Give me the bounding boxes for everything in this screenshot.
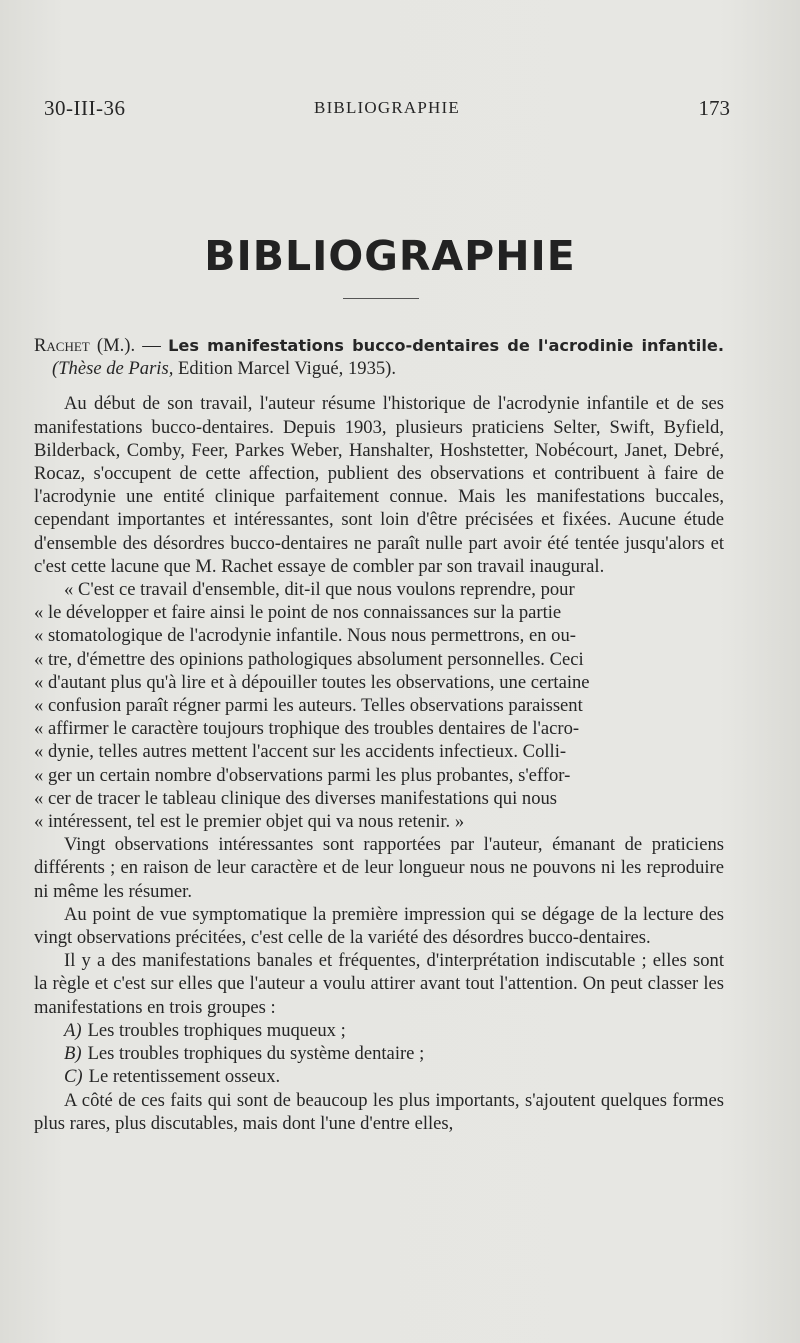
quote-line: « ger un certain nombre d'observations parmi les plus probantes, s'effor- bbox=[34, 764, 571, 786]
list-item bbox=[34, 1042, 724, 1065]
reference-author: Rachet (M.). bbox=[34, 335, 136, 356]
list-marker: C) bbox=[64, 1066, 83, 1088]
paragraph-intro: Au début de son travail, l'auteur résume l'historique de l'acrodynie infantile et de ses manifestations bucco-dentaires. Depuis 1903, plusieurs praticiens Selter, Swift, Byfield, Bilderback, Comby, Feer, Parkes Weber, Hanshalter, Hoshstetter, Nobécourt, Janet, Debré, Rocaz, s'occupent de cette affection, publient des observations et contribuent à faire de l'acrodynie une entité clinique parfaitement connue. Mais les manifestations buccales, cependant importantes et intéressantes, sont loin d'être précisées et fixées. Aucune étude d'ensemble des désordres bucco-dentaires ne paraît nulle part avoir été tentée jusqu'alors et c'est cette lacune que M. Rachet essaye de combler par son travail inaugural. bbox=[34, 393, 724, 577]
quote-line: « C'est ce travail d'ensemble, dit-il que nous voulons reprendre, pour bbox=[64, 579, 575, 601]
reference-publisher: Edition Marcel Vigué, 1935). bbox=[173, 358, 397, 380]
list-item bbox=[34, 1019, 724, 1042]
quote-line: « tre, d'émettre des opinions pathologiques absolument personnelles. Ceci bbox=[34, 648, 584, 670]
reference-source: (Thèse de Paris, bbox=[52, 358, 174, 380]
page-number: 173 bbox=[698, 96, 730, 120]
quote-line: « confusion paraît régner parmi les auteurs. Telles observations paraissent bbox=[34, 695, 583, 717]
groups-list bbox=[34, 1019, 724, 1089]
title-divider bbox=[343, 298, 419, 299]
reference-entry bbox=[34, 334, 724, 380]
running-head bbox=[44, 96, 730, 122]
paragraph-observations: Vingt observations intéressantes sont rapportées par l'auteur, émanant de praticiens différents ; en raison de leur caractère et de leur longueur nous ne pouvons ni les reproduire ni même les résumer. bbox=[34, 834, 724, 902]
list-text: Le retentissement osseux. bbox=[88, 1066, 281, 1088]
quote-line: « le développer et faire ainsi le point de nos connaissances sur la partie bbox=[34, 602, 562, 624]
issue-date: 30-III-36 bbox=[44, 96, 126, 120]
quote-line: « d'autant plus qu'à lire et à dépouiller toutes les observations, une certaine bbox=[34, 671, 590, 693]
quotation-block bbox=[34, 578, 724, 833]
reference-dash: — bbox=[135, 335, 169, 356]
paragraph-symptoms: Au point de vue symptomatique la première impression qui se dégage de la lecture des vingt observations précitées, c'est celle de la variété des désordres bucco-dentaires. bbox=[34, 903, 724, 949]
paragraph-classification: Il y a des manifestations banales et fréquentes, d'interprétation indiscutable ; elles sont la règle et c'est sur elles que l'auteur a voulu attirer avant tout l'attention. On peut classer les manifestations en trois groupes : bbox=[34, 950, 724, 1018]
quote-line: « stomatologique de l'acrodynie infantile. Nous nous permettrons, en ou- bbox=[34, 625, 576, 647]
page-title: BIBLIOGRAPHIE bbox=[204, 232, 576, 280]
list-text: Les troubles trophiques muqueux ; bbox=[87, 1019, 346, 1041]
section-name: BIBLIOGRAPHIE bbox=[314, 98, 460, 117]
body-text bbox=[34, 334, 724, 1135]
paragraph-final: A côté de ces faits qui sont de beaucoup les plus importants, s'ajoutent quelques formes plus rares, plus discutables, mais dont l'une d'entre elles, bbox=[34, 1089, 724, 1134]
quote-line: « intéressent, tel est le premier objet qui va nous retenir. » bbox=[34, 811, 465, 833]
quote-line: « dynie, telles autres mettent l'accent sur les accidents infectieux. Colli- bbox=[34, 741, 567, 763]
quote-line: « cer de tracer le tableau clinique des diverses manifestations qui nous bbox=[34, 787, 558, 809]
list-marker: A) bbox=[64, 1019, 82, 1041]
list-text: Les troubles trophiques du système dentaire ; bbox=[87, 1043, 425, 1065]
reference-title: Les manifestations bucco-dentaires de l'acrodinie infantile. bbox=[168, 336, 725, 355]
list-item bbox=[34, 1065, 724, 1088]
list-marker: B) bbox=[64, 1043, 82, 1065]
quote-line: « affirmer le caractère toujours trophique des troubles dentaires de l'acro- bbox=[34, 718, 580, 740]
